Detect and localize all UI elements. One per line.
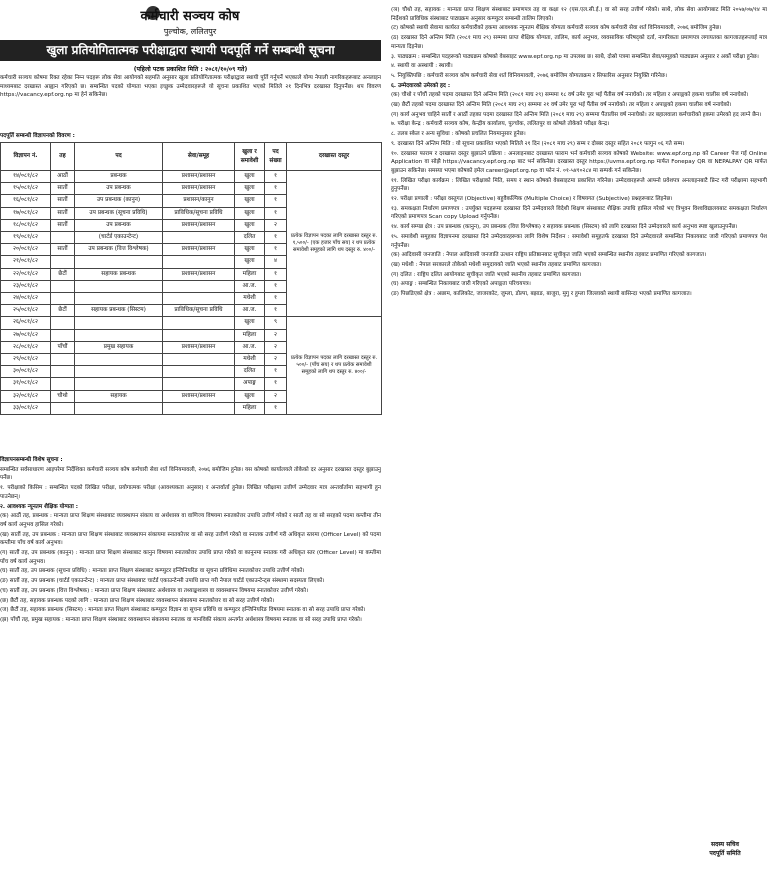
body-paragraph: २. आवश्यक न्यूनतम शैक्षिक योग्यता : — [0, 503, 78, 510]
col-header: सेवा/समूह — [163, 143, 235, 171]
table-cell-level — [51, 317, 75, 329]
table-cell-service — [163, 232, 235, 244]
table-cell-count: ९ — [265, 317, 287, 329]
table-cell-count: १ — [265, 207, 287, 219]
body-paragraph: ८. तलब स्केल र अन्य सुविधा : कोषको प्रचलित नियमानुसार हुनेछ। — [391, 131, 526, 138]
body-paragraph: १४. कार्य सम्पन्न क्षेत्र : उप प्रबन्धक (कानुन), उप प्रबन्धक (वित्त विश्लेषक) र सहायक प्रबन्धक (सिस्टम) को लागि दरखास्त दिने उम्मेदवारले कार्य अनुभव स्पष्ट खुलाउनुपर्नेछ। — [391, 224, 738, 231]
table-cell-post — [75, 366, 163, 378]
signature-title: सदस्य सचिव — [711, 841, 739, 848]
table-cell-count: २ — [265, 341, 287, 353]
table-cell-level: सातौं — [51, 195, 75, 207]
table-cell-group: खुला — [235, 219, 265, 231]
intro-paragraph — [0, 74, 381, 132]
col-header: खुला र समावेशी — [235, 143, 265, 171]
vacancy-table — [0, 142, 382, 415]
table-cell-level: सातौं — [51, 219, 75, 231]
body-paragraph: (ख) मधेशी : नेपाल सरकारले तोकेको मधेशी समुदायको जाति भएको स्थानीय तहबाट प्रमाणित कागजात। — [391, 261, 602, 268]
table-cell-level: पाँचौं — [51, 341, 75, 353]
table-cell-level: सातौं — [51, 183, 75, 195]
table-cell-post: उप प्रबन्धक (वित्त विश्लेषक) — [75, 244, 163, 256]
application-fee-cell: प्रत्येक विज्ञापन पदका लागि दरखास्त दस्तुर रु. १,५००/- (एक हजार पाँच सय) र थप प्रत्येक समावेशी समूहको लागि थप दस्तुर रु. ४००/- — [287, 171, 382, 317]
table-cell-post: प्रबन्धक — [75, 171, 163, 183]
col-header: दरखास्त दस्तुर — [287, 143, 382, 171]
table-cell-no: २२/०८१/८२ — [1, 268, 51, 280]
table-cell-no: २८/०८१/८२ — [1, 341, 51, 353]
table-cell-group: खुला — [235, 171, 265, 183]
body-paragraph: विज्ञापनसम्बन्धी विशेष सूचना : — [0, 457, 63, 463]
body-paragraph: ९. दरखास्त दिने अन्तिम मिति : यो सूचना प्रकाशित भएको मितिले २१ दिन (२०८१ माघ २९) सम्म र दोब्बर दस्तुर सहित २०८१ फागुन ०६ गते सम्म। — [391, 140, 685, 147]
organization-location: पुल्चोक, ललितपुर — [163, 27, 217, 36]
body-paragraph: (क) आदिवासी जनजाति : नेपाल आदिवासी जनजाति उत्थान राष्ट्रिय प्रतिष्ठानबाट सूचीकृत जाति भएको सम्बन्धित स्थानीय तहबाट प्रमाणित गरिएको कागजात। — [391, 252, 707, 259]
left-body — [0, 456, 381, 866]
table-cell-post — [75, 317, 163, 329]
table-cell-count: २ — [265, 219, 287, 231]
table-cell-no: २९/०८१/८२ — [1, 354, 51, 366]
body-paragraph: १५. समावेशी समूहका विज्ञापनमा दरखास्त दिने उम्मेदवारहरूका लागि विशेष निर्देशन : समावेशी समूहतर्फ दरखास्त दिने उम्मेदवारले सम्बन्धित निकायबाट जारी गरिएको प्रमाणपत्र पेश गर्नुपर्नेछ। — [391, 233, 767, 249]
table-cell-group: खुला — [235, 183, 265, 195]
body-paragraph: (छ) छैटौं तह, सहायक प्रबन्धक पदको लागि : मान्यता प्राप्त शिक्षण संस्थाबाट व्यवस्थापन संकायमा स्नातकोत्तर वा सो सरह उत्तीर्ण गरेको। — [0, 597, 275, 604]
body-paragraph: ४. स्थायी वा अस्थायी : स्थायी। — [391, 63, 453, 70]
table-cell-count: १ — [265, 366, 287, 378]
table-cell-service: प्रशासन/प्रशासन — [163, 171, 235, 183]
table-cell-service: प्रशासन/प्रशासन — [163, 219, 235, 231]
body-paragraph: (ट) कोषको स्थायी सेवामा कार्यरत कर्मचारीको हकमा आवश्यक न्यूनतम शैक्षिक योग्यता कर्मचारी सञ्चय कोष कर्मचारी सेवा शर्त विनियमावली, २०७६ बमोजिम हुनेछ। — [391, 25, 722, 32]
table-cell-no: २१/०८१/८२ — [1, 256, 51, 268]
table-cell-count: १ — [265, 268, 287, 280]
table-cell-service — [163, 402, 235, 414]
table-cell-service: प्रशासन/प्रशासन — [163, 244, 235, 256]
table-cell-count: १ — [265, 293, 287, 305]
table-cell-count: ४ — [265, 256, 287, 268]
table-cell-group: दलित — [235, 232, 265, 244]
table-cell-service — [163, 256, 235, 268]
table-cell-post: प्रमुख सहायक — [75, 341, 163, 353]
table-cell-post — [75, 329, 163, 341]
body-paragraph: १२. परीक्षा प्रणाली : परीक्षा वस्तुगत (Objective) बहुवैकल्पिक (Multiple Choice) र विषयगत (Subjective) प्रश्नहरूबाट लिइनेछ। — [391, 196, 673, 203]
table-cell-post: सहायक — [75, 390, 163, 402]
body-paragraph: (ग) कार्य अनुभव चाहिने सातौं र आठौं तहका पदमा दरखास्त दिने अन्तिम मिति (२०८१ माघ २९) सम्ममा पैंतालीस वर्ष ननाघेको। तर बहालवाला कर्मचारीको हकमा उमेरको हद लाग्ने छैन। — [391, 111, 762, 118]
table-cell-group: खुला — [235, 195, 265, 207]
table-cell-service — [163, 378, 235, 390]
table-cell-no: २६/०८१/८२ — [1, 317, 51, 329]
table-cell-no: ३२/०८१/८२ — [1, 390, 51, 402]
col-header: पद — [75, 143, 163, 171]
table-cell-level — [51, 402, 75, 414]
body-paragraph: ११. लिखित परीक्षा कार्यक्रम : लिखित परीक्षाको मिति, समय र स्थान कोषको वेबसाइटमा प्रकाशित गरिनेछ। उम्मेदवारहरूले आफ्नो प्रवेशपत्र अनलाइनबाटै प्रिन्ट गरी परीक्षामा सहभागी हुनुपर्नेछ। — [391, 177, 767, 193]
signature-block — [690, 840, 760, 858]
table-cell-service — [163, 366, 235, 378]
table-cell-no: ३०/०८१/८२ — [1, 366, 51, 378]
table-row — [1, 171, 382, 183]
table-cell-service — [163, 280, 235, 292]
table-cell-no: २५/०८१/८२ — [1, 305, 51, 317]
body-paragraph: (घ) अपाङ्ग : सम्बन्धित निकायबाट जारी गरिएको अपाङ्गता परिचयपत्र। — [391, 281, 531, 288]
table-cell-group: अपाङ्ग — [235, 378, 265, 390]
table-cell-count: २ — [265, 329, 287, 341]
table-cell-level: आठौं — [51, 171, 75, 183]
table-cell-group: खुला — [235, 256, 265, 268]
table-cell-level — [51, 366, 75, 378]
body-paragraph: (झ) पाँचौं तह, प्रमुख सहायक : मान्यता प्राप्त शिक्षण संस्थाबाट व्यवस्थापन संकायमा स्नातक वा मानविकी संकाय अन्तर्गत अर्थशास्त्र विषयमा स्नातक वा सो सरह उपाधि प्राप्त गरेको। — [0, 616, 362, 623]
body-paragraph: (ठ) दरखास्त दिने अन्तिम मिति (२०८१ माघ २९) सम्ममा प्राप्त शैक्षिक योग्यता, तालिम, कार्य अनुभव, व्यवसायिक परिषद्को दर्ता, नागरिकता प्रमाणपत्र लगायतका कागजातहरूलाई मात्र मान्यता दिइनेछ। — [391, 35, 767, 50]
application-fee-cell: प्रत्येक विज्ञापन पदका लागि दरखास्त दस्तुर रु. ५००/- (पाँच सय) र थप प्रत्येक समावेशी समूहको लागि थप दस्तुर रु. ४००/- — [287, 317, 382, 415]
notice-title: खुला प्रतियोगितात्मक परीक्षाद्वारा स्थायी पदपूर्ति गर्ने सम्बन्धी सूचना — [0, 40, 381, 61]
table-cell-service: प्राविधिक/सूचना प्रविधि — [163, 305, 235, 317]
table-cell-level — [51, 354, 75, 366]
table-cell-post — [75, 280, 163, 292]
table-cell-post: उप प्रबन्धक — [75, 219, 163, 231]
table-cell-group: आ.ज. — [235, 341, 265, 353]
table-cell-level: चौथो — [51, 390, 75, 402]
table-cell-post: सहायक प्रबन्धक — [75, 268, 163, 280]
table-cell-post — [75, 378, 163, 390]
table-cell-group: आ.ज. — [235, 305, 265, 317]
body-paragraph: ७. परीक्षा केन्द्र : कर्मचारी सञ्चय कोष, केन्द्रीय कार्यालय, पुल्चोक, ललितपुर वा कोषले तोकेको परीक्षा केन्द्र। — [391, 121, 610, 128]
body-paragraph: (ङ) पिछडिएको क्षेत्र : अछाम, कालिकोट, जाजरकोट, जुम्ला, डोल्पा, बझाङ, बाजुरा, मुगु र हुम्ला जिल्लाको स्थायी बासिन्दा भएको प्रमाणित कागजात। — [391, 291, 692, 298]
table-cell-count: २ — [265, 390, 287, 402]
table-cell-group: खुला — [235, 244, 265, 256]
table-cell-count: १ — [265, 305, 287, 317]
body-paragraph: (च) सातौं तह, उप प्रबन्धक (वित्त विश्लेषक) : मान्यता प्राप्त शिक्षण संस्थाबाट अर्थशास्त्र वा तथ्याङ्कशास्त्र वा व्यवस्थापन विषयमा स्नातकोत्तर उत्तीर्ण गरेको। — [0, 587, 309, 594]
body-paragraph: (ख) छैटौं तहको पदमा दरखास्त दिने अन्तिम मिति (२०८१ माघ २९) सम्ममा २१ वर्ष उमेर पूरा भई पैंतीस वर्ष ननाघेको। तर महिला र अपाङ्गको हकमा चालीस वर्ष ननाघेको। — [391, 102, 732, 109]
table-cell-level: छैटौं — [51, 268, 75, 280]
body-paragraph: (ग) दलित : राष्ट्रिय दलित आयोगबाट सूचीकृत जाति भएको स्थानीय तहबाट प्रमाणित कागजात। — [391, 271, 582, 278]
col-header: पद संख्या — [265, 143, 287, 171]
table-cell-post: (चार्टर्ड एकाउन्टेन्ट) — [75, 232, 163, 244]
table-cell-group: मधेशी — [235, 354, 265, 366]
table-header-row — [1, 143, 382, 171]
table-cell-group: खुला — [235, 207, 265, 219]
table-cell-service: प्रशासन/कानुन — [163, 195, 235, 207]
body-paragraph: (ञ) चौथो तह, सहायक : मान्यता प्राप्त शिक्षण संस्थाबाट प्रमाणपत्र तह वा कक्षा १२ (एस.एल.सी.ई.) वा सो सरह उत्तीर्ण गरेको। साथै, लोक सेवा आयोगबाट मिति २०५७/०७/१४ मा निर्देशको प्राविधिक संस्थाबाट पाठ्यक्रम अनुसार कम्प्युटर सम्बन्धी तालिम लिएको। — [391, 7, 767, 22]
table-cell-count: १ — [265, 378, 287, 390]
table-cell-level: सातौं — [51, 244, 75, 256]
table-cell-post: उप प्रबन्धक (कानुन) — [75, 195, 163, 207]
table-cell-count: १ — [265, 232, 287, 244]
signature-committee: पदपूर्ति समिति — [709, 850, 741, 857]
col-header: विज्ञापन नं. — [1, 143, 51, 171]
table-cell-level: सातौं — [51, 207, 75, 219]
col-header: तह — [51, 143, 75, 171]
body-paragraph: १३. समकक्षता निर्धारण प्रमाणपत्र : उपर्युक्त पदहरूमा दरखास्त दिने उम्मेदवारले विदेशी शिक्षण संस्थाबाट शैक्षिक उपाधि हासिल गरेको भए त्रिभुवन विश्वविद्यालयबाट समकक्षता निर्धारण गरिएको प्रमाणपत्र Scan copy Upload गर्नुपर्नेछ। — [391, 205, 767, 221]
table-cell-count: १ — [265, 195, 287, 207]
table-cell-group: दलित — [235, 366, 265, 378]
table-cell-service: प्राविधिक/सूचना प्रविधि — [163, 207, 235, 219]
body-paragraph: ५. नियुक्तिपछि : कर्मचारी सञ्चय कोष कर्मचारी सेवा शर्त विनियमावली, २०७६ बमोजिम योग्यताक्रम र सिफारिस अनुसार नियुक्ति गरिनेछ। — [391, 72, 667, 79]
table-cell-no: १५/०८१/८२ — [1, 183, 51, 195]
table-cell-level — [51, 378, 75, 390]
table-cell-count: २ — [265, 354, 287, 366]
table-cell-no: ३१/०८१/८२ — [1, 378, 51, 390]
body-paragraph: १०. दरखास्त फाराम र दरखास्त दस्तुर बुझाउने प्रक्रिया : अनलाइनबाट दरखास्त फाराम भर्न कर्मचारी सञ्चय कोषको Website: www.epf.org.np को Career पेज गई Online Application वा सोझै https://vacancy.epf.org.np बाट भर्न सकिनेछ। दरखास्त दस्तुर https://uvms.epf.org.np मार्फत Fonepay QR वा NEPALPAY QR मार्फत बुझाउन सकिनेछ। समस्या भएमा कोषको इमेल career@epf.org.np वा फोन नं. ०१-५४१०२८४ मा सम्पर्क गर्न सकिनेछ। — [391, 150, 767, 174]
organization-name: कर्मचारी सञ्चय कोष — [140, 9, 240, 24]
table-cell-group: महिला — [235, 402, 265, 414]
table-cell-group: महिला — [235, 329, 265, 341]
table-cell-no: १७/०८१/८२ — [1, 207, 51, 219]
table-cell-service: प्रशासन/प्रशासन — [163, 183, 235, 195]
table-cell-count: १ — [265, 171, 287, 183]
body-paragraph: (ग) सातौं तह, उप प्रबन्धक (कानुन) : मान्यता प्राप्त शिक्षण संस्थाबाट कानुन विषयमा स्नातकोत्तर उपाधि प्राप्त गरेको वा कानुनमा स्नातक गरी अधिकृत स्तर (Officer Level) मा कम्तीमा पाँच वर्ष कार्य अनुभव। — [0, 550, 381, 565]
table-cell-group: मधेशी — [235, 293, 265, 305]
table-cell-no: १६/०८१/८२ — [1, 195, 51, 207]
table-cell-group: आ.ज. — [235, 280, 265, 292]
publish-date: (पहिलो पटक प्रकाशित मिति : २०८१/१०/०९ गते) — [133, 66, 248, 73]
body-paragraph: (क) आठौं तह, प्रबन्धक : मान्यता प्राप्त शिक्षण संस्थाबाट व्यवस्थापन संकाय वा अर्थशास्त्र वा वाणिज्य विषयमा स्नातकोत्तर उपाधि उत्तीर्ण गरेको र सातौं तह वा सो सरहको पदमा कम्तीमा तीन वर्ष कार्य अनुभव हासिल गरेको। — [0, 513, 381, 528]
body-paragraph: ६. उम्मेदवारको उमेरको हद : — [391, 82, 451, 89]
table-cell-level — [51, 232, 75, 244]
table-cell-service — [163, 329, 235, 341]
table-cell-service — [163, 317, 235, 329]
table-cell-level — [51, 256, 75, 268]
table-cell-post — [75, 256, 163, 268]
table-cell-post — [75, 402, 163, 414]
body-paragraph: (ङ) सातौं तह, उप प्रबन्धक (चार्टर्ड एकाउन्टेन्ट) : मान्यता प्राप्त संस्थाबाट चार्टर्ड एकाउन्टेन्सी उपाधि प्राप्त गरी नेपाल चार्टर्ड एकाउन्टेन्ट्स संस्थामा सदस्यता लिएको। — [0, 578, 325, 585]
table-cell-count: १ — [265, 244, 287, 256]
table-cell-level: छैटौं — [51, 305, 75, 317]
table-cell-no: २०/०८१/८२ — [1, 244, 51, 256]
intro-text: कर्मचारी सञ्चय कोषमा रिक्त रहेका निम्न पदहरू लोक सेवा आयोगको सहमति अनुसार खुला प्रतियोगितात्मक परीक्षाद्वारा स्थायी पूर्ति गर्नुपर्ने भएकाले योग्य नेपाली नागरिकहरूबाट अनलाइन माध्यमबाट दरखास्त आह्वान गरिएको छ। सम्बन्धित पदको योग्यता भएका इच्छुक उम्मेदवारहरूले यो सूचना प्रकाशित भएको मितिले २१ दिनभित्र दरखास्त दिनुपर्नेछ। थप विवरण https://vacancy.epf.org.np मा हेर्न सकिनेछ। — [0, 75, 381, 99]
table-cell-level — [51, 293, 75, 305]
body-paragraph: (घ) सातौं तह, उप प्रबन्धक (सूचना प्रविधि) : मान्यता प्राप्त शिक्षण संस्थाबाट कम्प्युटर इन्जिनियरिङ वा सूचना प्रविधिमा स्नातकोत्तर उपाधि उत्तीर्ण गरेको। — [0, 568, 305, 575]
body-paragraph: १. परीक्षाको किसिम : सम्बन्धित पदको लिखित परीक्षा, प्रयोगात्मक परीक्षा (आवश्यकता अनुसार) र अन्तर्वार्ता हुनेछ। लिखित परीक्षामा उत्तीर्ण उम्मेदवार मात्र अन्तर्वार्तामा सहभागी हुन पाउनेछन्। — [0, 485, 381, 500]
table-cell-no: १४/०८१/८२ — [1, 171, 51, 183]
table-cell-no: ३३/०८१/८२ — [1, 402, 51, 414]
body-paragraph: सम्बन्धित सर्वसाधारण आइपरेमा निर्देशिका कर्मचारी सञ्चय कोष कर्मचारी सेवा शर्त विनियमावली, २०७६ बमोजिम हुनेछ। यस कोषको कार्यालयले तोकेको दर अनुसार दरखास्त दस्तुर बुझाउनु पर्नेछ। — [0, 466, 381, 482]
table-cell-post: उप प्रबन्धक — [75, 183, 163, 195]
table-cell-service: प्रशासन/प्रशासन — [163, 268, 235, 280]
table-cell-post: सहायक प्रबन्धक (सिस्टम) — [75, 305, 163, 317]
table-cell-group: महिला — [235, 268, 265, 280]
table-cell-level — [51, 329, 75, 341]
table-cell-count: १ — [265, 183, 287, 195]
body-paragraph: (ज) छैटौं तह, सहायक प्रबन्धक (सिस्टम) : मान्यता प्राप्त शिक्षण संस्थाबाट कम्प्युटर विज्ञान वा सूचना प्रविधि वा कम्प्युटर इन्जिनियरिङ विषयमा स्नातक वा सो सरह उपाधि प्राप्त गरेको। — [0, 607, 366, 614]
table-cell-post: उप प्रबन्धक (सूचना प्रविधि) — [75, 207, 163, 219]
body-paragraph: (क) चौथो र पाँचौं तहको पदमा दरखास्त दिने अन्तिम मिति (२०८१ माघ २९) सम्ममा १८ वर्ष उमेर पूरा भई पैंतीस वर्ष ननाघेको। तर महिला र अपाङ्गको हकमा चालीस वर्ष ननाघेको। — [391, 92, 749, 99]
body-paragraph: ३. पाठ्यक्रम : सम्बन्धित पदहरूको पाठ्यक्रम कोषको वेबसाइट www.epf.org.np मा उपलब्ध छ। साथै, दोस्रो पत्रमा सम्बन्धित सेवा/समूहको पाठ्यक्रम अनुसार र अर्को परीक्षा हुनेछ। — [391, 53, 759, 60]
body-paragraph: (ख) सातौं तह, उप प्रबन्धक : मान्यता प्राप्त शिक्षण संस्थाबाट व्यवस्थापन संकायमा स्नातकोत्तर वा सो सरह उत्तीर्ण गरेको वा स्नातक उत्तीर्ण गरी अधिकृत स्तरमा (Officer Level) को पदमा कम्तीमा पाँच वर्ष कार्य अनुभव। — [0, 531, 381, 547]
table-cell-level — [51, 280, 75, 292]
table-cell-service — [163, 293, 235, 305]
table-cell-service: प्रशासन/प्रशासन — [163, 341, 235, 353]
table-cell-group: खुला — [235, 317, 265, 329]
table-cell-count: १ — [265, 402, 287, 414]
table-cell-group: खुला — [235, 390, 265, 402]
table-cell-post — [75, 354, 163, 366]
right-column — [391, 6, 767, 836]
table-cell-no: २४/०८१/८२ — [1, 293, 51, 305]
table-cell-post — [75, 293, 163, 305]
table-cell-no: १८/०८१/८२ — [1, 219, 51, 231]
table-cell-no: २३/०८१/८२ — [1, 280, 51, 292]
table-cell-count: १ — [265, 280, 287, 292]
table-cell-no: २७/०८१/८२ — [1, 329, 51, 341]
table-cell-no: १९/०८१/८२ — [1, 232, 51, 244]
table-cell-service — [163, 354, 235, 366]
table-row — [1, 317, 382, 329]
table-caption: पदपूर्ति सम्बन्धी विज्ञापनको विवरण : — [0, 133, 75, 139]
table-cell-service: प्रशासन/प्रशासन — [163, 390, 235, 402]
